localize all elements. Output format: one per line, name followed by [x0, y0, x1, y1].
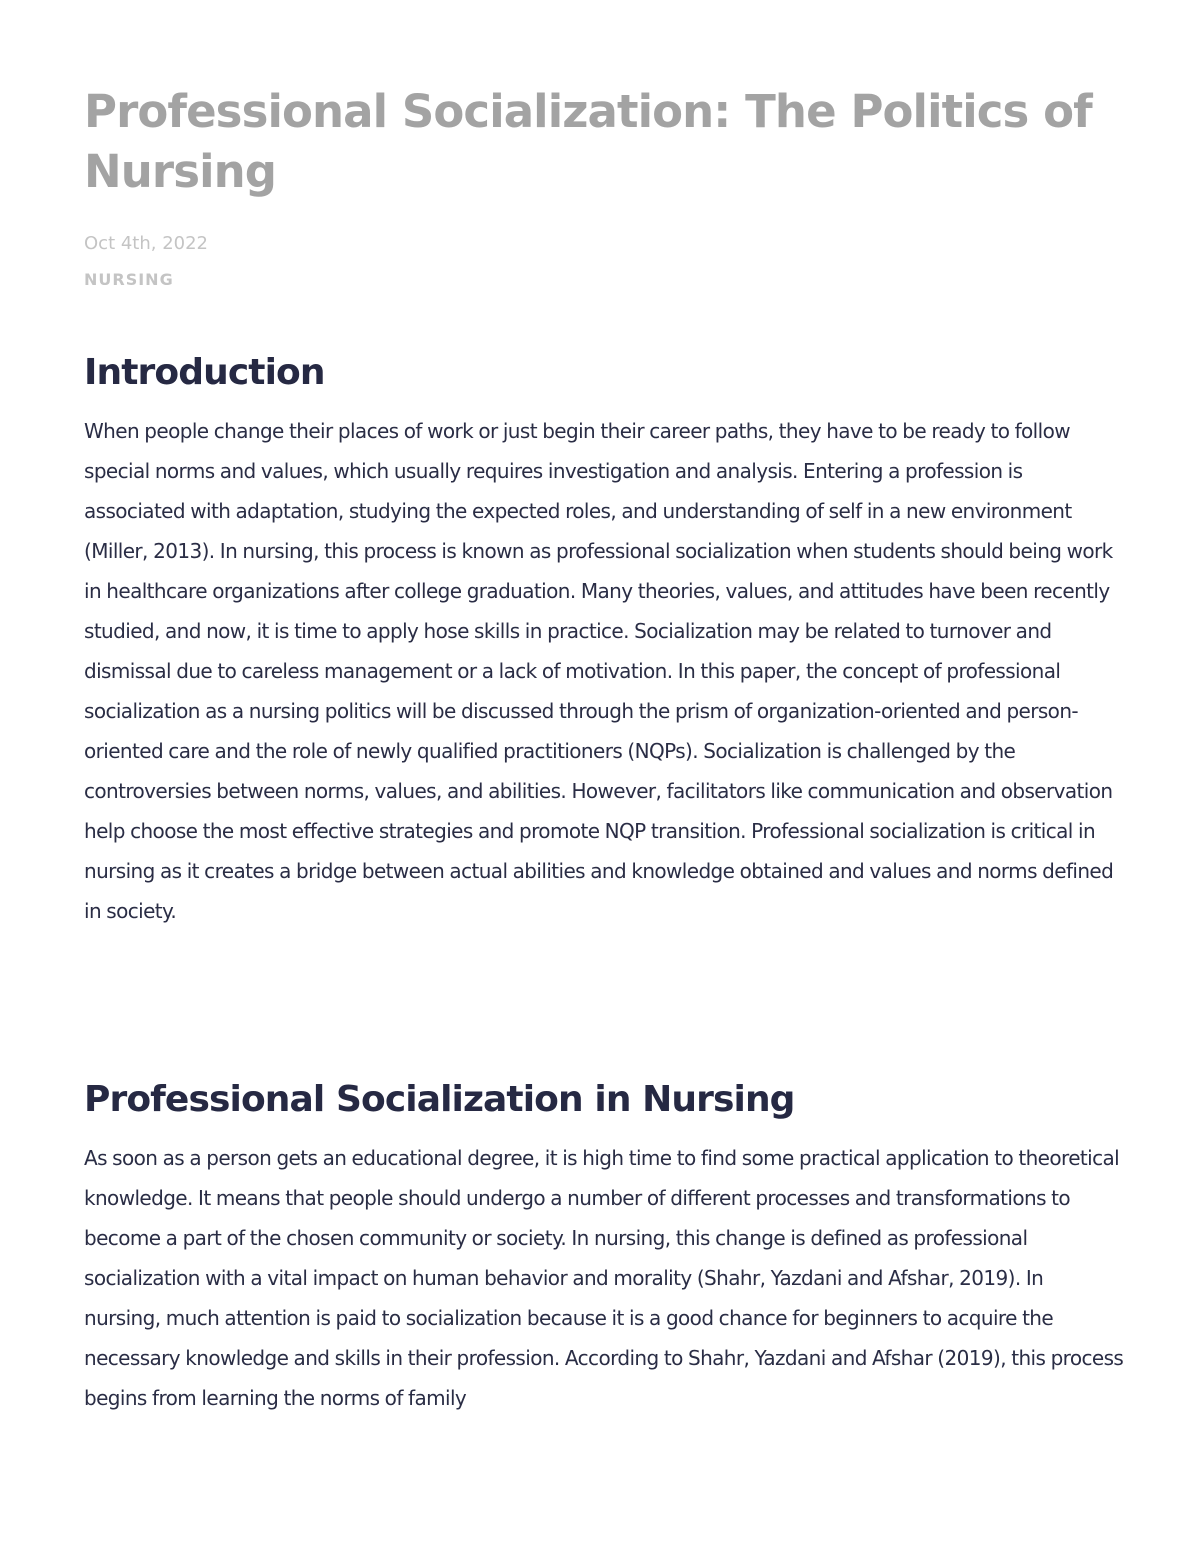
publish-date: Oct 4th, 2022 [84, 233, 209, 254]
section-introduction [84, 348, 1124, 931]
section-heading: Professional Socialization in Nursing [84, 1079, 795, 1120]
section-paragraph: When people change their places of work or just begin their career paths, they have to be ready to follow special norms and values, which usually requires investigation and analysis. Entering a profession is associated with adaptation, studying the expected roles, and understanding of self in a new environment (Miller, 2013). In nursing, this process is known as professional socialization when students should being work in healthcare organizations after college graduation. Many theories, values, and attitudes have been recently studied, and now, it is time to apply hose skills in practice. Socialization may be related to turnover and dismissal due to careless management or a lack of motivation. In this paper, the concept of professional socialization as a nursing politics will be discussed through the prism of organization-oriented and person-oriented care and the role of newly qualified practitioners (NQPs). Socialization is challenged by the controversies between norms, values, and abilities. However, facilitators like communication and observation help choose the most effective strategies and promote NQP transition. Professional socialization is critical in nursing as it creates a bridge between actual abilities and knowledge obtained and values and norms defined in society. [84, 419, 1114, 923]
page-title: Professional Socialization: The Politics of Nursing [84, 85, 1092, 198]
article-meta [84, 229, 208, 295]
section-paragraph: As soon as a person gets an educational degree, it is high time to find some practical application to theoretical knowledge. It means that people should undergo a number of different processes and transformations to become a part of the chosen community or society. In nursing, this change is defined as professional socialization with a vital impact on human behavior and morality (Shahr, Yazdani and Afshar, 2019). In nursing, much attention is paid to socialization because it is a good chance for beginners to acquire the necessary knowledge and skills in their profession. According to Shahr, Yazdani and Afshar (2019), this process begins from learning the norms of family [84, 1146, 1124, 1410]
section-heading: Introduction [84, 352, 325, 393]
section-professional-socialization [84, 1075, 1124, 1495]
category-label: NURSING [84, 270, 174, 289]
